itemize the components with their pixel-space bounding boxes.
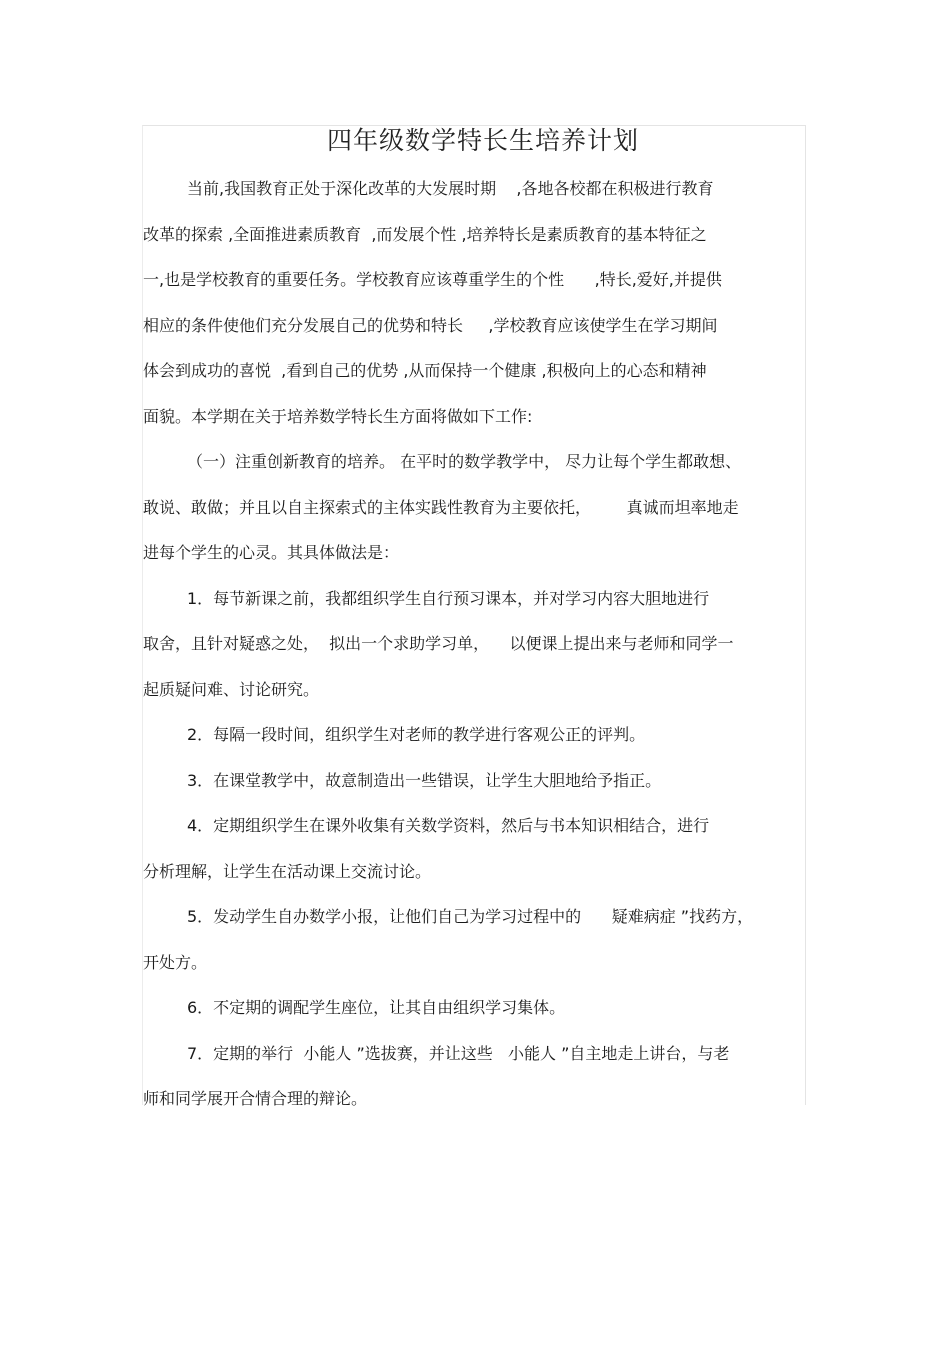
list-item-line: 7．定期的举行 小能人 ”选拔赛，并让这些 小能人 ”自主地走上讲台，与老 <box>187 1043 730 1063</box>
list-item-line: 1．每节新课之前，我都组织学生自行预习课本，并对学习内容大胆地进行 <box>187 588 710 608</box>
list-item-line: 4．定期组织学生在课外收集有关数学资料，然后与书本知识相结合，进行 <box>187 816 710 835</box>
paragraph-line: 敢说、敢做；并且以自主探索式的主体实践性教育为主要依托， 真诚而坦率地走 <box>143 497 739 517</box>
paragraph-line: 改革的探索 ,全面推进素质教育 ,而发展个性 ,培养特长是素质教育的基本特征之 <box>143 224 707 244</box>
paragraph-line: 一,也是学校教育的重要任务。学校教育应该尊重学生的个性 ,特长,爱好,并提供 <box>143 270 722 289</box>
paragraph-line: 相应的条件使他们充分发展自己的优势和特长 ,学校教育应该使学生在学习期间 <box>143 315 718 335</box>
list-item-line: 分析理解，让学生在活动课上交流讨论。 <box>143 861 432 881</box>
list-item-line: 5．发动学生自办数学小报，让他们自己为学习过程中的 疑难病症 ”找药方， <box>187 907 754 926</box>
list-item-line: 3．在课堂教学中，故意制造出一些错误，让学生大胆地给予指正。 <box>187 770 662 790</box>
paragraph-line: 当前,我国教育正处于深化改革的大发展时期 ,各地各校都在积极进行教育 <box>187 179 714 198</box>
section-heading-line: （一）注重创新教育的培养。 在平时的数学教学中， 尽力让每个学生都敢想、 <box>187 452 742 471</box>
list-item-line: 6．不定期的调配学生座位，让其自由组织学习集体。 <box>187 998 566 1017</box>
document-title: 四年级数学特长生培养计划 <box>326 126 639 155</box>
list-item-line: 师和同学展开合情合理的辩论。 <box>143 1089 368 1108</box>
document-body <box>143 125 803 1122</box>
paragraph-line: 体会到成功的喜悦 ,看到自己的优势 ,从而保持一个健康 ,积极向上的心态和精神 <box>143 361 707 380</box>
list-item-line: 取舍，且针对疑惑之处， 拟出一个求助学习单， 以便课上提出来与老师和同学一 <box>143 634 734 653</box>
paragraph-line: 面貌。本学期在关于培养数学特长生方面将做如下工作: <box>143 406 533 426</box>
list-item-line: 起质疑问难、讨论研究。 <box>143 679 320 699</box>
list-item-line: 开处方。 <box>143 952 208 972</box>
paragraph-line: 进每个学生的心灵。其具体做法是： <box>143 543 400 562</box>
list-item-line: 2．每隔一段时间，组织学生对老师的教学进行客观公正的评判。 <box>187 725 646 744</box>
